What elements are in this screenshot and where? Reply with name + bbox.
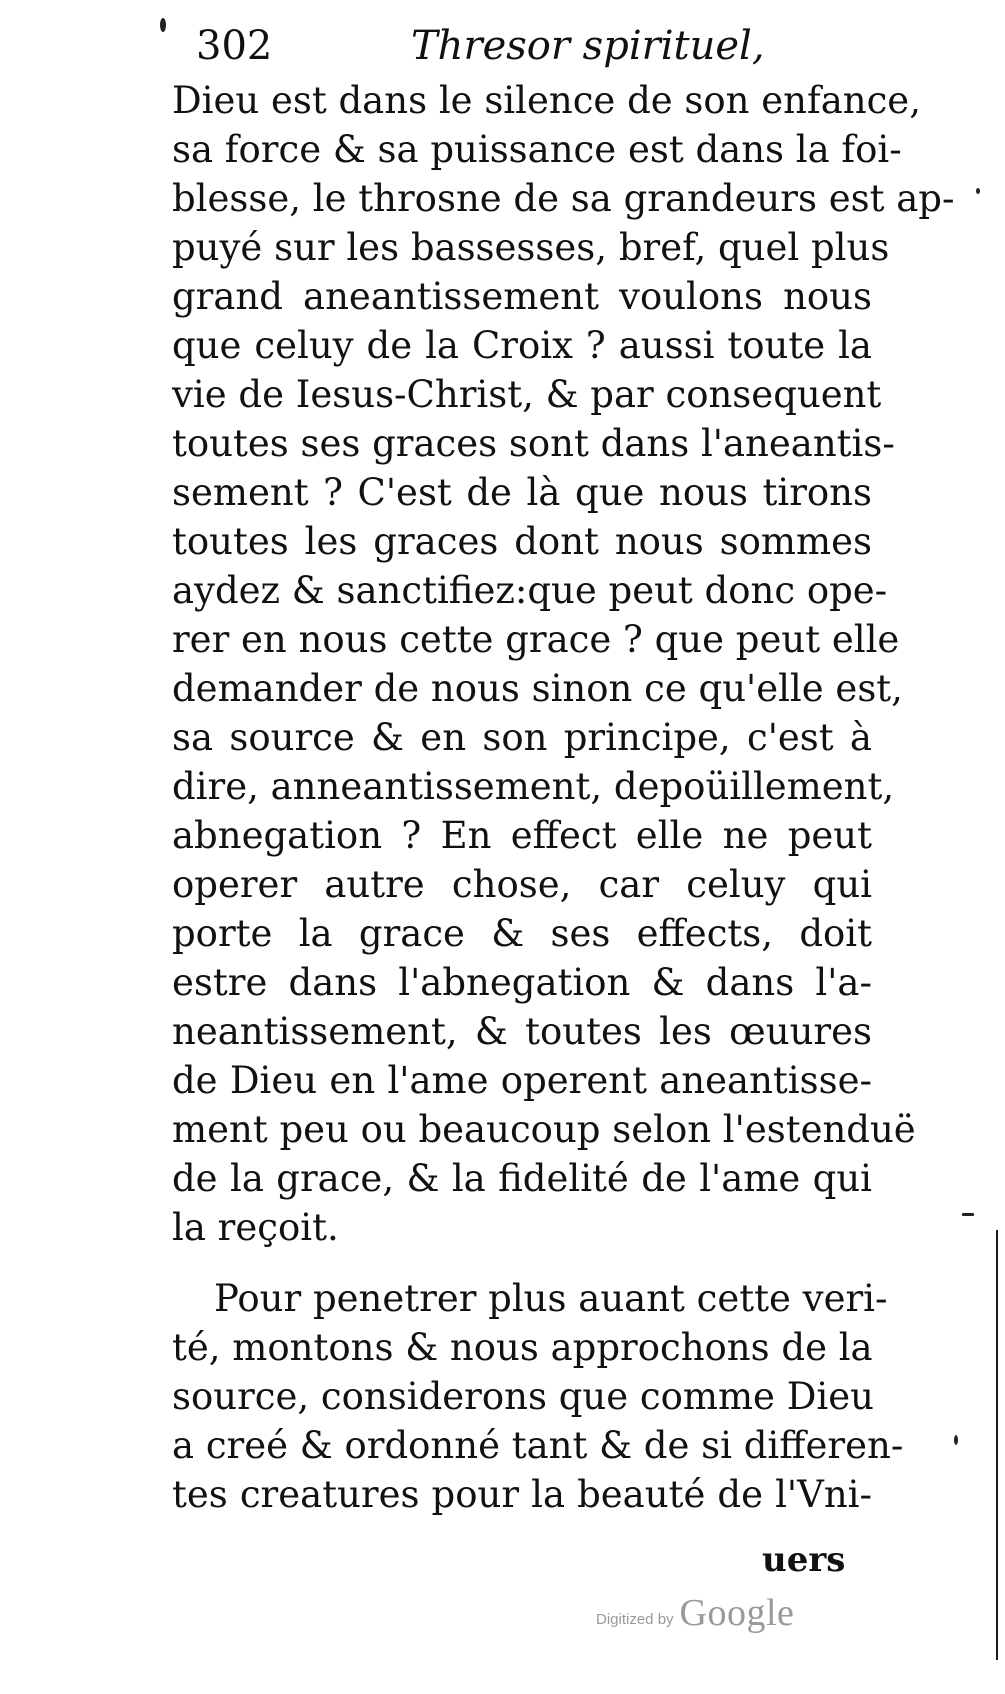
scan-edge-line: [996, 1230, 998, 1660]
text-line: de Dieu en l'ame operent aneantisse-: [172, 1059, 872, 1102]
ink-speck: [954, 1435, 958, 1445]
paragraph-gap: [172, 1252, 872, 1274]
text-line: source, considerons que comme Dieu: [172, 1375, 874, 1418]
text-line: la reçoit.: [172, 1206, 339, 1249]
digitized-watermark: [596, 1590, 794, 1634]
text-line: puyé sur les bassesses, bref, quel plus: [172, 226, 890, 269]
text-line: rer en nous cette grace ? que peut elle: [172, 618, 900, 661]
ink-speck: [976, 188, 980, 194]
ink-speck: [160, 18, 166, 32]
ink-speck: [962, 1213, 974, 1216]
paragraph-1: [172, 76, 955, 1252]
text-line: abnegation ? En effect elle ne peut: [172, 814, 872, 857]
text-line: demander de nous sinon ce qu'elle est,: [172, 667, 903, 710]
text-line: dire, anneantissement, depoüillement,: [172, 765, 895, 808]
text-line: sement ? C'est de là que nous tirons: [172, 471, 872, 514]
text-line: aydez & sanctifiez:que peut donc ope-: [172, 569, 888, 612]
text-line: sa source & en son principe, c'est à: [172, 716, 872, 759]
text-line: estre dans l'abnegation & dans l'a-: [172, 961, 872, 1004]
body-text: [172, 76, 955, 1519]
page-number: 302: [196, 23, 273, 69]
text-line: vie de Iesus-Christ, & par consequent: [172, 373, 882, 416]
text-line: tes creatures pour la beauté de l'Vni-: [172, 1473, 872, 1516]
text-line: blesse, le throsne de sa grandeurs est ap-: [172, 177, 955, 220]
text-line: que celuy de la Croix ? aussi toute la: [172, 324, 872, 367]
text-line: operer autre chose, car celuy qui: [172, 863, 872, 906]
text-line: Pour penetrer plus auant cette veri-: [214, 1277, 888, 1320]
text-line: de la grace, & la fidelité de l'ame qui: [172, 1157, 872, 1200]
watermark-brand: Google: [679, 1592, 795, 1634]
text-line: Dieu est dans le silence de son enfance,: [172, 79, 921, 122]
text-line: ment peu ou beaucoup selon l'estenduë: [172, 1108, 916, 1151]
text-line: té, montons & nous approchons de la: [172, 1326, 873, 1369]
page-header: [196, 18, 796, 74]
text-line: toutes ses graces sont dans l'aneantis-: [172, 422, 895, 465]
running-head: Thresor spirituel,: [411, 23, 765, 69]
watermark-prefix: Digitized by: [596, 1611, 674, 1628]
paragraph-2: [172, 1274, 904, 1519]
text-line: a creé & ordonné tant & de si differen-: [172, 1424, 904, 1467]
catchword: uers: [762, 1540, 846, 1580]
text-line: porte la grace & ses effects, doit: [172, 912, 872, 955]
text-line: neantissement, & toutes les œuures: [172, 1010, 872, 1053]
text-line: sa force & sa puissance est dans la foi-: [172, 128, 902, 171]
text-line: toutes les graces dont nous sommes: [172, 520, 872, 563]
text-line: grand aneantissement voulons nous: [172, 275, 872, 318]
